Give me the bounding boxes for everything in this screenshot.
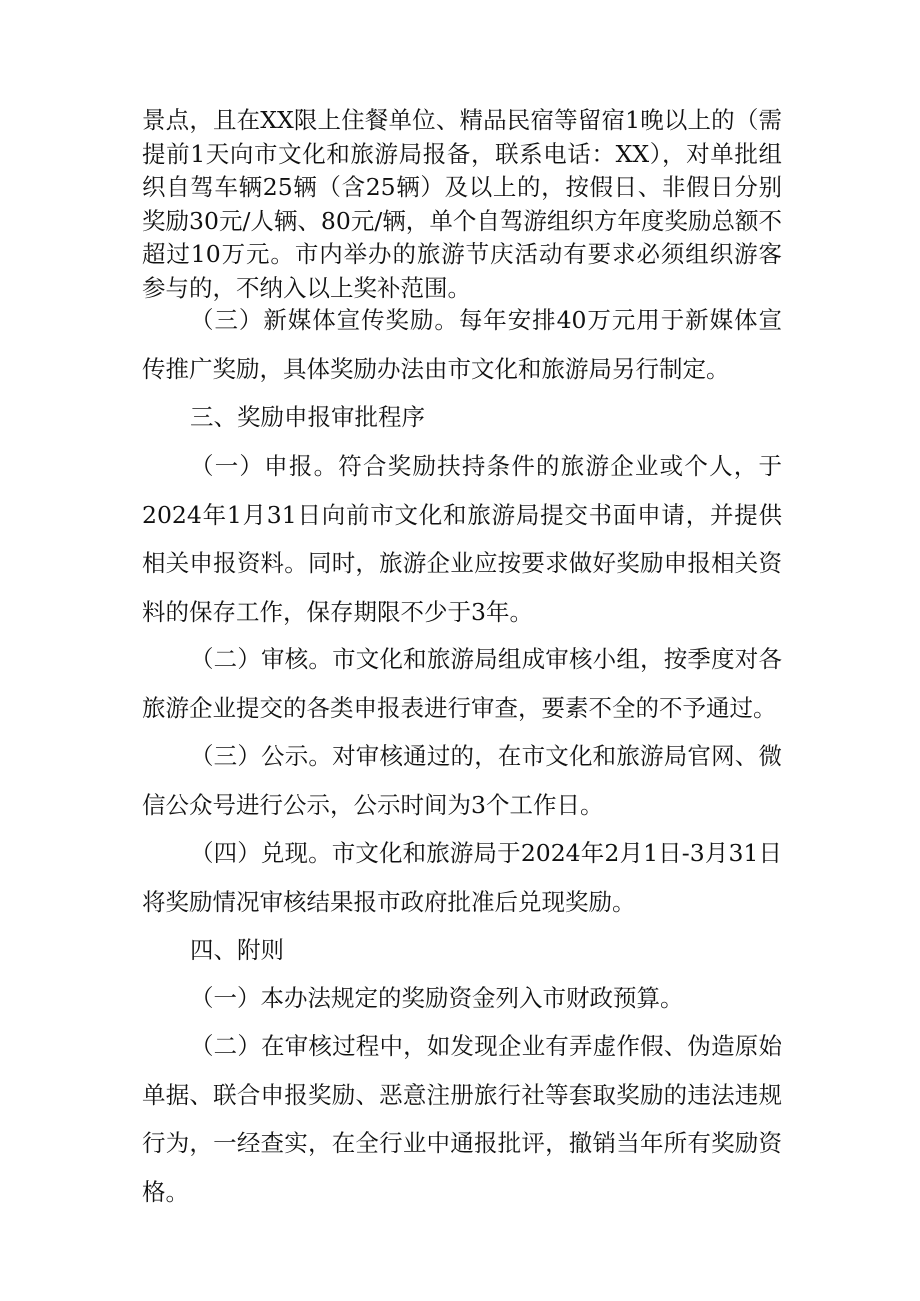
paragraph-budget: （一）本办法规定的奖励资金列入市财政预算。 [190, 984, 684, 1012]
paragraph-violations: （二）在审核过程中，如发现企业有弄虚作假、伪造原始单据、联合申报奖励、恶意注册旅行社等套取奖励的违法违规行为，一经查实，在全行业中通报批评，撤销当年所有奖励资格。 [142, 1032, 782, 1206]
paragraph-new-media-reward: （三）新媒体宣传奖励。每年安排40万元用于新媒体宣传推广奖励，具体奖励办法由市文化和旅游局另行制定。 [142, 306, 782, 383]
paragraph-payout: （四）兑现。市文化和旅游局于2024年2月1日-3月31日将奖励情况审核结果报市政府批准后兑现奖励。 [142, 839, 782, 916]
paragraph-application: （一）申报。符合奖励扶持条件的旅游企业或个人，于2024年1月31日向前市文化和旅游局提交书面申请，并提供相关申报资料。同时，旅游企业应按要求做好奖励申报相关资料的保存工作，保存期限不少于3年。 [142, 452, 782, 626]
paragraph-self-drive-reward: 景点，且在XX限上住餐单位、精品民宿等留宿1晚以上的（需提前1天向市文化和旅游局报备，联系电话：XX），对单批组织自驾车辆25辆（含25辆）及以上的，按假日、非假日分别奖励30元/人辆、80元/辆，单个自驾游组织方年度奖励总额不超过10万元。市内举办的旅游节庆活动有要求必须组织游客参与的，不纳入以上奖补范围。 [142, 106, 782, 302]
paragraph-publicity: （三）公示。对审核通过的，在市文化和旅游局官网、微信公众号进行公示，公示时间为3个工作日。 [142, 742, 782, 819]
section-heading-supplementary: 四、附则 [190, 936, 284, 964]
section-heading-application-procedure: 三、奖励申报审批程序 [190, 403, 425, 431]
paragraph-review: （二）审核。市文化和旅游局组成审核小组，按季度对各旅游企业提交的各类申报表进行审查，要素不全的不予通过。 [142, 645, 782, 722]
